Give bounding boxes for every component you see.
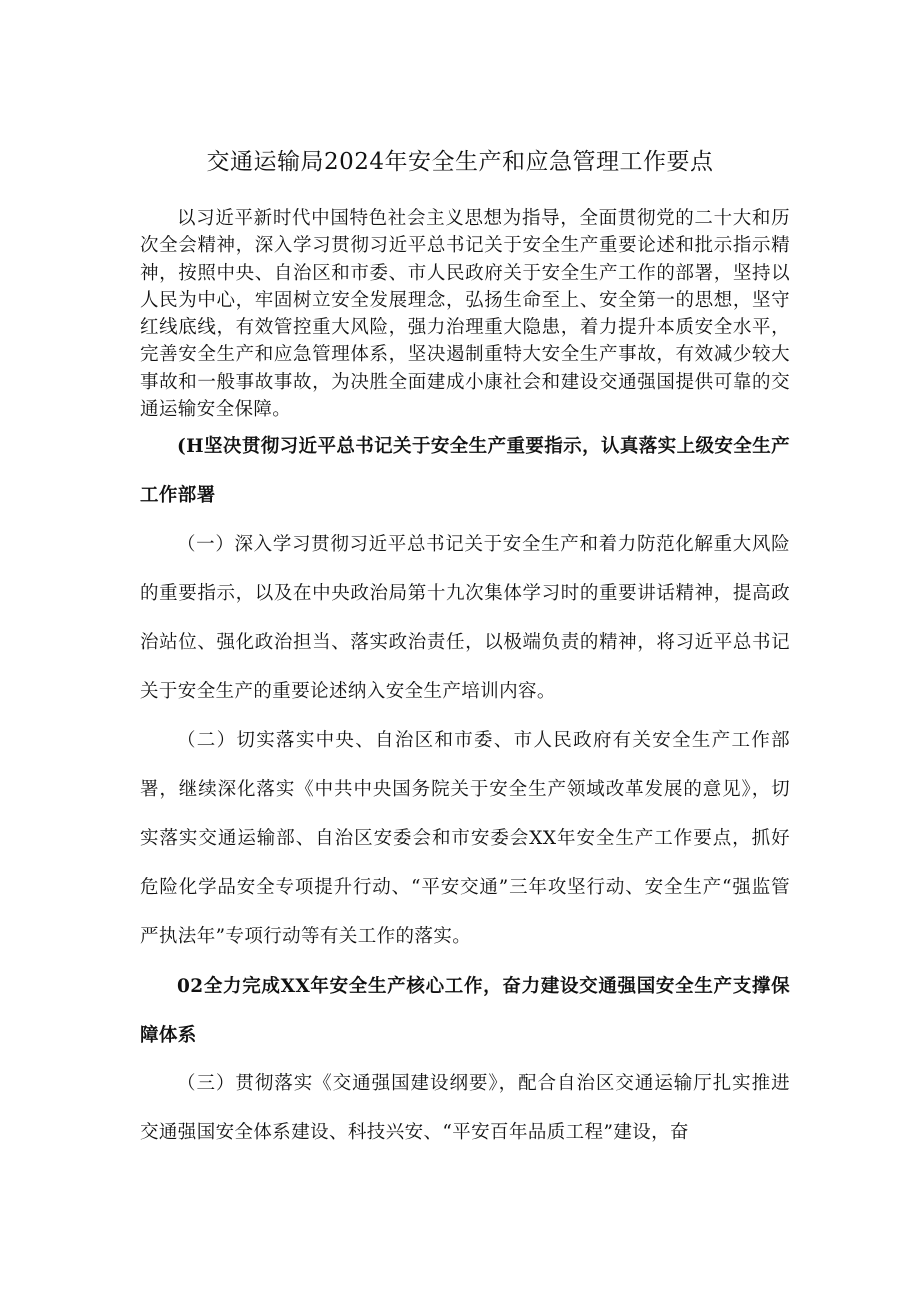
paragraph-3: （三）贯彻落实《交通强国建设纲要》，配合自治区交通运输厅扎实推进交通强国安全体系建设、科技兴安、“平安百年品质工程”建设，奋 [140,1073,790,1143]
document-title: 交通运输局2024年安全生产和应急管理工作要点 [206,149,714,175]
section-heading-2: 02全力完成XX年安全生产核心工作，奋力建设交通强国安全生产支撑保障体系 [140,976,790,1046]
intro-paragraph: 以习近平新时代中国特色社会主义思想为指导，全面贯彻党的二十大和历次全会精神，深入学习贯彻习近平总书记关于安全生产重要论述和批示指示精神，按照中央、自治区和市委、市人民政府关于安全生产工作的部署，坚持以人民为中心，牢固树立安全发展理念，弘扬生命至上、安全第一的思想，坚守红线底线，有效管控重大风险，强力治理重大隐患，着力提升本质安全水平，完善安全生产和应急管理体系，坚决遏制重特大安全生产事故，有效减少较大事故和一般事故事故，为决胜全面建成小康社会和建设交通强国提供可靠的交通运输安全保障。 [140,208,790,421]
paragraph-2: （二）切实落实中央、自治区和市委、市人民政府有关安全生产工作部署，继续深化落实《中共中央国务院关于安全生产领域改革发展的意见》，切实落实交通运输部、自治区安委会和市安委会XX年安全生产工作要点，抓好危险化学品安全专项提升行动、“平安交通”三年攻坚行动、安全生产“强监管严执法年”专项行动等有关工作的落实。 [140,730,790,947]
paragraph-1: （一）深入学习贯彻习近平总书记关于安全生产和着力防范化解重大风险的重要指示，以及在中央政治局第十九次集体学习时的重要讲话精神，提高政治站位、强化政治担当、落实政治责任，以极端负责的精神，将习近平总书记关于安全生产的重要论述纳入安全生产培训内容。 [140,534,790,702]
section-heading-1: (H坚决贯彻习近平总书记关于安全生产重要指示，认真落实上级安全生产工作部署 [140,436,790,506]
